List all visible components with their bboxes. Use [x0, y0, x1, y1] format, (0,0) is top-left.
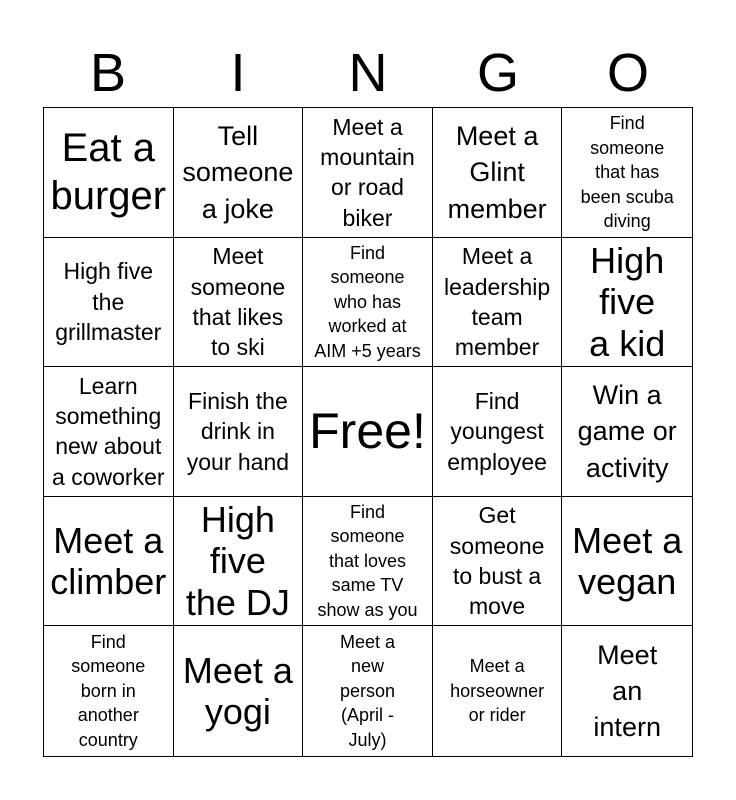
bingo-cell-r4-c4[interactable]: Get someone to bust a move [433, 497, 563, 627]
bingo-cell-r2-c5[interactable]: High five a kid [562, 238, 692, 368]
header-letter-g: G [476, 43, 519, 103]
bingo-cell-free[interactable]: Free! [303, 367, 433, 497]
bingo-cell-r5-c1[interactable]: Find someone born in another country [44, 626, 174, 756]
bingo-cell-r1-c5[interactable]: Find someone that has been scuba diving [562, 108, 692, 238]
bingo-cell-r4-c1[interactable]: Meet a climber [44, 497, 174, 627]
bingo-header [43, 40, 693, 106]
bingo-cell-r3-c5[interactable]: Win a game or activity [562, 367, 692, 497]
header-letter-i: I [230, 43, 246, 103]
bingo-cell-r4-c3[interactable]: Find someone that loves same TV show as you [303, 497, 433, 627]
header-letter-n: N [348, 43, 388, 103]
bingo-cell-r1-c2[interactable]: Tell someone a joke [174, 108, 304, 238]
bingo-cell-r3-c4[interactable]: Find youngest employee [433, 367, 563, 497]
bingo-cell-r2-c3[interactable]: Find someone who has worked at AIM +5 years [303, 238, 433, 368]
bingo-cell-r3-c2[interactable]: Finish the drink in your hand [174, 367, 304, 497]
bingo-cell-r5-c4[interactable]: Meet a horseowner or rider [433, 626, 563, 756]
bingo-board [43, 107, 693, 757]
bingo-cell-r2-c1[interactable]: High five the grillmaster [44, 238, 174, 368]
bingo-cell-r5-c2[interactable]: Meet a yogi [174, 626, 304, 756]
bingo-cell-r3-c1[interactable]: Learn something new about a coworker [44, 367, 174, 497]
bingo-cell-r2-c2[interactable]: Meet someone that likes to ski [174, 238, 304, 368]
bingo-cell-r1-c1[interactable]: Eat a burger [44, 108, 174, 238]
bingo-cell-r5-c3[interactable]: Meet a new person (April - July) [303, 626, 433, 756]
header-letter-b: B [89, 43, 127, 103]
bingo-cell-r1-c4[interactable]: Meet a Glint member [433, 108, 563, 238]
bingo-cell-r4-c2[interactable]: High five the DJ [174, 497, 304, 627]
header-letter-o: O [606, 43, 649, 103]
bingo-cell-r2-c4[interactable]: Meet a leadership team member [433, 238, 563, 368]
bingo-cell-r4-c5[interactable]: Meet a vegan [562, 497, 692, 627]
bingo-cell-r5-c5[interactable]: Meet an intern [593, 639, 661, 743]
bingo-cell-r1-c3[interactable]: Meet a mountain or road biker [303, 108, 433, 238]
